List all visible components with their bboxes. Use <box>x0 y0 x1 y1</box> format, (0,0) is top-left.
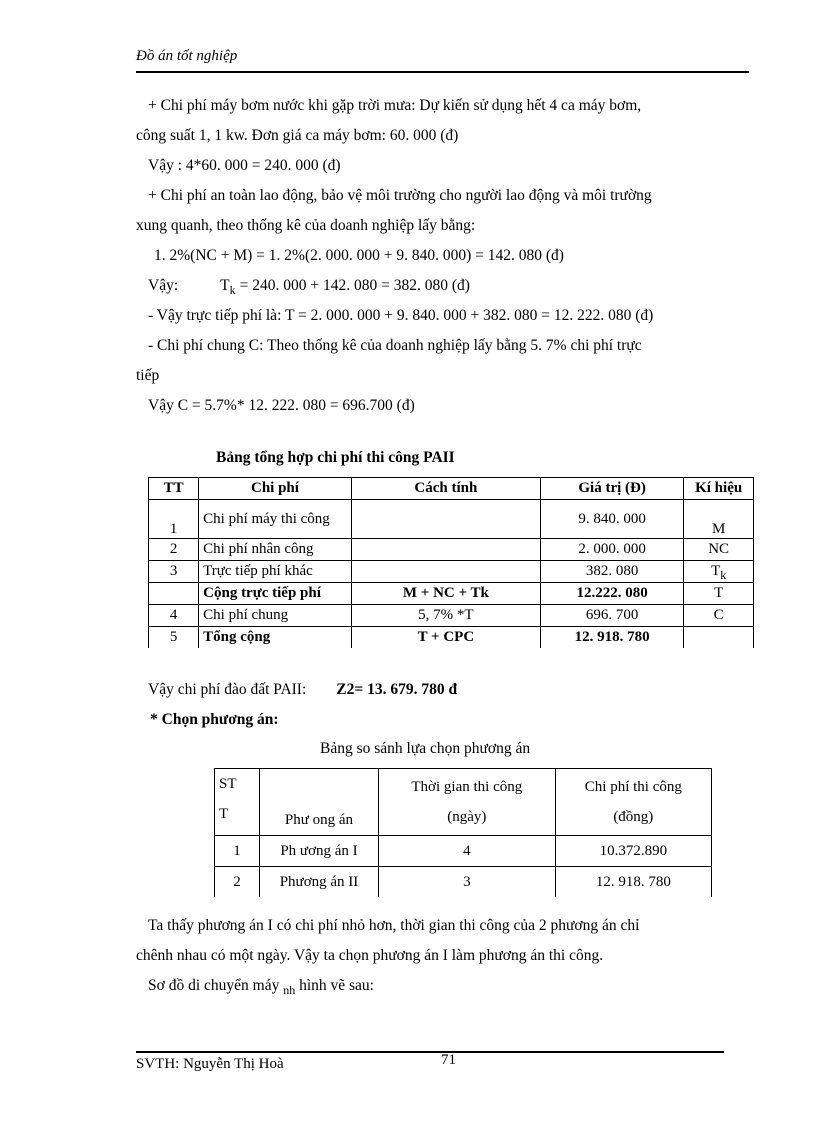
cell-option: Ph ương án I <box>260 836 379 867</box>
table-row <box>149 605 754 627</box>
cell-calc: 5, 7% *T <box>351 605 540 627</box>
cell-value: 12.222. 080 <box>540 583 683 605</box>
conclusion-line-3: Sơ đồ di chuyển máy $_{nh}$ hình vẽ sau: <box>148 977 374 997</box>
col-header-cost: Chi phí <box>199 478 352 500</box>
table-row <box>149 583 754 605</box>
table-header-row <box>149 478 754 500</box>
cell-st: 2 <box>215 867 260 898</box>
col-header-method: Cách tính <box>351 478 540 500</box>
para-safety-formula: 1. 2%(NC + M) = 1. 2%(2. 000. 000 + 9. 840. 000) = 142. 080 (đ) <box>154 247 564 264</box>
para-safety-cost: + Chi phí an toàn lao động, bảo vệ môi trường cho người lao động và môi trường <box>148 187 652 204</box>
cell-name: Chi phí máy thi công <box>199 500 352 539</box>
cell-tt: 5 <box>149 627 199 649</box>
para-tk-formula <box>148 276 470 296</box>
table-row <box>149 500 754 539</box>
cell-name: Chi phí chung <box>199 605 352 627</box>
tk-symbol: $T_k$ <box>220 277 236 297</box>
col-header-tt: TT <box>149 478 199 500</box>
col-header-st: ST T <box>215 769 260 836</box>
cell-calc <box>351 561 540 583</box>
cell-symbol: C <box>684 605 754 627</box>
col-header-symbol: Kí hiệu <box>684 478 754 500</box>
cell-calc <box>351 539 540 561</box>
cell-value: 12. 918. 780 <box>540 627 683 649</box>
table-row <box>215 836 712 867</box>
cell-name: Cộng trực tiếp phí <box>199 583 352 605</box>
cell-tt <box>149 583 199 605</box>
para-general-cost: - Chi phí chung C: Theo thống kê của doanh nghiệp lấy bằng 5. 7% chi phí trực <box>148 337 642 354</box>
col-header-cost: Chi phí thi công (đồng) <box>555 769 711 836</box>
para-direct-cost: - Vậy trực tiếp phí là: T = 2. 000. 000 + 9. 840. 000 + 382. 080 = 12. 222. 080 (đ) <box>148 307 654 324</box>
cell-symbol: $T_k$ <box>684 561 754 583</box>
footer-author: SVTH: Nguyễn Thị Hoà <box>136 1056 284 1072</box>
para-pump-cost: + Chi phí máy bơm nước khi gặp trời mưa: Dự kiến sử dụng hết 4 ca máy bơm, <box>148 97 642 114</box>
table1-caption: Bảng tổng hợp chi phí thi công PAII <box>216 449 455 466</box>
cell-symbol <box>684 627 754 649</box>
tk-label: Vậy: <box>148 277 179 294</box>
table-row <box>149 539 754 561</box>
header-rule <box>136 71 749 73</box>
cell-name: Chi phí nhân công <box>199 539 352 561</box>
table-row <box>149 627 754 649</box>
tk-value: = 240. 000 + 142. 080 = 382. 080 (đ) <box>239 277 470 294</box>
cell-st: 1 <box>215 836 260 867</box>
cell-value: 382. 080 <box>540 561 683 583</box>
cell-value: 696. 700 <box>540 605 683 627</box>
cell-symbol: T <box>684 583 754 605</box>
cell-option: Phương án II <box>260 867 379 898</box>
cell-tt: 1 <box>149 500 199 539</box>
cell-time: 3 <box>379 867 556 898</box>
summary-value: Z2= 13. 679. 780 đ <box>336 681 458 698</box>
cell-tt: 2 <box>149 539 199 561</box>
cost-summary-table <box>148 477 754 648</box>
cell-value: 2. 000. 000 <box>540 539 683 561</box>
summary-label: Vậy chi phí đào đất PAII: <box>148 681 307 698</box>
table-row <box>215 867 712 898</box>
conclusion-line-1: Ta thấy phương án I có chi phí nhỏ hơn, thời gian thi công của 2 phương án chỉ <box>148 917 640 934</box>
summary-line <box>148 680 457 700</box>
choose-heading: * Chọn phương án: <box>150 711 279 728</box>
cell-cost: 12. 918. 780 <box>555 867 711 898</box>
cell-value: 9. 840. 000 <box>540 500 683 539</box>
col-header-option: Phư ong án <box>260 769 379 836</box>
cell-time: 4 <box>379 836 556 867</box>
cell-calc <box>351 500 540 539</box>
cell-tt: 3 <box>149 561 199 583</box>
cell-symbol: M <box>684 500 754 539</box>
table-row <box>149 561 754 583</box>
para-general-total: Vậy C = 5.7%* 12. 222. 080 = 696.700 (đ) <box>148 397 415 414</box>
comparison-table <box>214 768 712 897</box>
table2-caption: Bảng so sánh lựa chọn phương án <box>320 740 531 757</box>
cell-calc: M + NC + Tk <box>351 583 540 605</box>
running-header: Đồ án tốt nghiệp <box>136 48 238 64</box>
para-pump-total: Vậy : 4*60. 000 = 240. 000 (đ) <box>148 157 341 174</box>
para-safety-cost-cont: xung quanh, theo thống kê của doanh nghiệp lấy bằng: <box>136 217 476 234</box>
page-number: 71 <box>441 1052 456 1068</box>
cell-name: Trực tiếp phí khác <box>199 561 352 583</box>
cell-name: Tổng cộng <box>199 627 352 649</box>
cell-calc: T + CPC <box>351 627 540 649</box>
para-pump-cost-cont: công suất 1, 1 kw. Đơn giá ca máy bơm: 60. 000 (đ) <box>136 127 459 144</box>
cell-symbol: NC <box>684 539 754 561</box>
footer-rule <box>136 1051 724 1053</box>
cell-cost: 10.372.890 <box>555 836 711 867</box>
conclusion-line-2: chênh nhau có một ngày. Vậy ta chọn phương án I làm phương án thi công. <box>136 947 604 964</box>
para-general-cost-cont: tiếp <box>136 367 160 384</box>
table-header-row <box>215 769 712 836</box>
cell-tt: 4 <box>149 605 199 627</box>
col-header-value: Giá trị (Đ) <box>540 478 683 500</box>
col-header-time: Thời gian thi công (ngày) <box>379 769 556 836</box>
